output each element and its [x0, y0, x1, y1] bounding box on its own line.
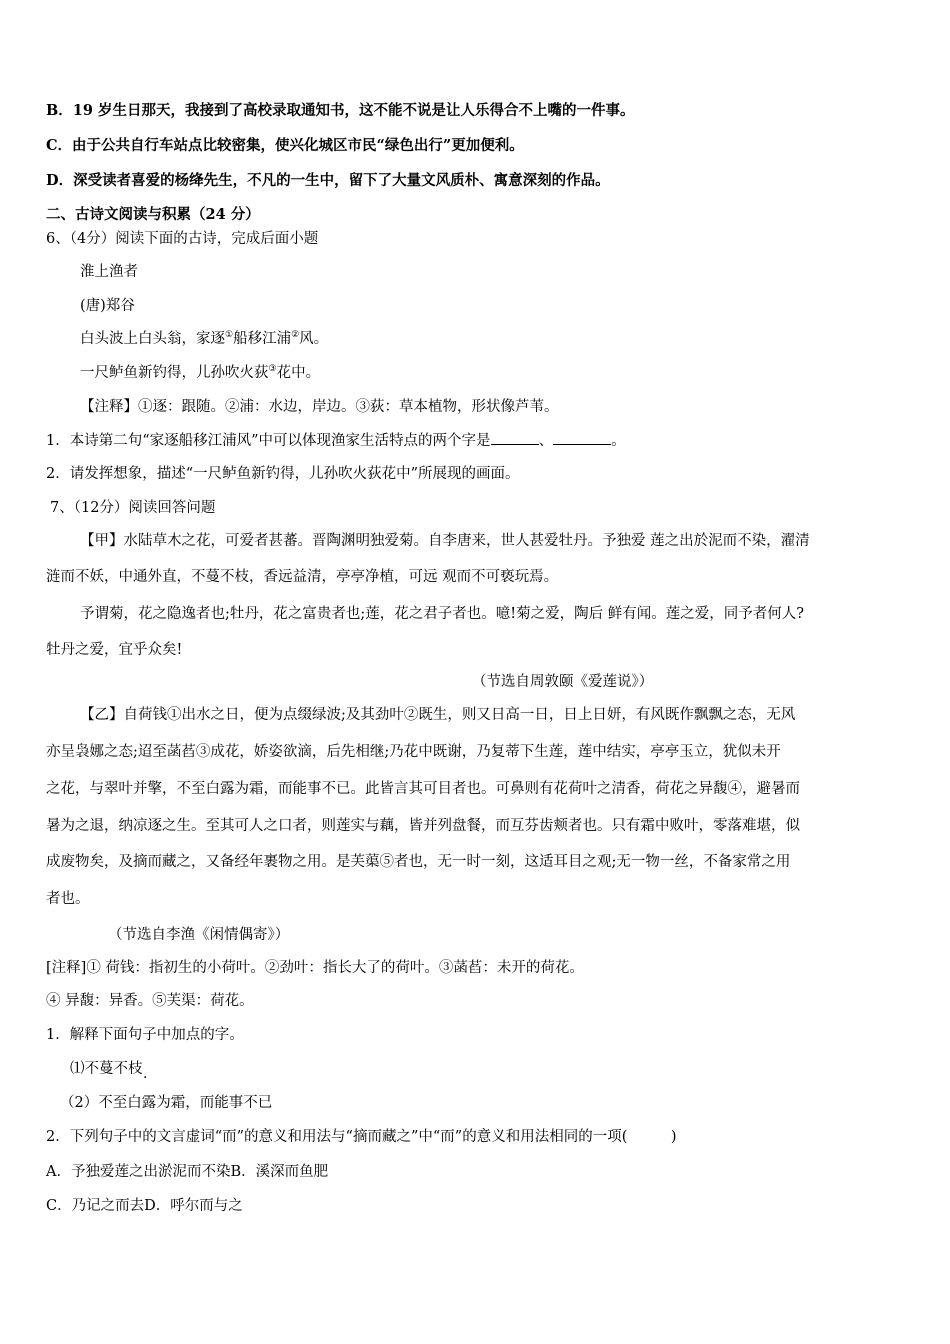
options-c-d: C．乃记之而去D．呼尔而与之	[46, 1198, 243, 1214]
yi-line-1: 【乙】自荷钱①出水之日，便为点缀绿波;及其劲叶②既生，则又日高一日，日上日妍，有风既作飘飘之态，无风	[80, 707, 796, 723]
option-b: B．19 岁生日那天，我接到了高校录取通知书，这不能不说是让人乐得合不上嘴的一件事。	[46, 102, 635, 119]
poem-title: 淮上渔者	[80, 264, 138, 280]
poem-line-1-text-a: 白头波上白头翁，家逐	[80, 331, 225, 347]
poem-line-2-text-a: 一尺鲈鱼新钓得，儿孙吹火荻	[80, 365, 269, 381]
jia-paragraph-2-line-2: 牡丹之爱，宜乎众矣!	[46, 642, 183, 658]
blank-separator: 、	[538, 433, 554, 449]
item-1-text: ⑴不蔓不	[70, 1061, 128, 1077]
yi-line-3: 之花，与翠叶并擎，不至白露为霜，而能事不已。此皆言其可目者也。可鼻则有花荷叶之清香，荷花之异馥④，避暑而	[46, 781, 800, 797]
jia-paragraph-1-line-2: 涟而不妖，中通外直，不蔓不枝，香远益清，亭亭净植，可远 观而不可亵玩焉。	[46, 569, 559, 585]
poem-line-2-text-b: 花中。	[276, 365, 321, 381]
jia-paragraph-2-line-1: 予谓菊，花之隐逸者也;牡丹，花之富贵者也;莲，花之君子者也。噫!菊之爱，陶后 鲜有闻。莲之爱，同予者何人?	[80, 606, 804, 622]
jia-paragraph-1-line-1: 【甲】水陆草木之花，可爱者甚蕃。晋陶渊明独爱菊。自李唐来，世人甚爱牡丹。予独爱 莲之出於泥而不染，濯清	[80, 533, 810, 549]
poem-note: 【注释】①逐：跟随。②浦：水边，岸边。③荻：草本植物，形状像芦苇。	[80, 399, 559, 415]
footnote-marker-3: ③	[268, 364, 277, 375]
poem-line-1-text-b: 船移江浦	[233, 331, 292, 347]
yi-line-4: 暑为之退，纳凉逐之生。至其可人之口者，则莲实与藕，皆并列盘餐，而互芬齿颊者也。只有霜中败叶，零落难堪，似	[46, 818, 800, 834]
section-heading: 二、古诗文阅读与积累（24 分）	[46, 206, 260, 223]
yi-line-6: 者也。	[46, 891, 90, 907]
jia-source: （节选自周敦颐《爱莲说》）	[472, 674, 654, 690]
poem-line-2	[80, 363, 320, 383]
question-7-sub-1-item-2: （2）不至白露为霜，而能事不已	[60, 1095, 273, 1111]
annotation-line-1: [注释]① 荷钱：指初生的小荷叶。②劲叶：指长大了的荷叶。③菡萏：未开的荷花。	[46, 960, 584, 976]
dotted-character: 枝 .	[128, 1061, 143, 1077]
poem-line-1	[80, 329, 328, 349]
question-6-stem: 6、（4分）阅读下面的古诗，完成后面小题	[46, 231, 319, 247]
sub-1-end: 。	[611, 433, 626, 449]
question-7-stem: 7、（12分）阅读回答问题	[50, 500, 216, 516]
poem-line-1-text-c: 风。	[299, 331, 329, 347]
footnote-marker-1: ①	[225, 330, 234, 341]
question-6-sub-2: 2．请发挥想象，描述“一尺鲈鱼新钓得，儿孙吹火荻花中”所展现的画面。	[46, 466, 520, 482]
annotation-line-2: ④ 异馥：异香。⑤芙渠：荷花。	[46, 993, 254, 1009]
options-a-b: A．予独爱莲之出淤泥而不染B．溪深而鱼肥	[46, 1164, 329, 1180]
answer-blank-1[interactable]	[491, 430, 539, 445]
option-d: D．深受读者喜爱的杨绛先生，不凡的一生中，留下了大量文风质朴、寓意深刻的作品。	[46, 172, 610, 189]
yi-line-5: 成废物矣，及摘而藏之，又备经年裹物之用。是芙蕖⑤者也，无一时一刻，这适耳目之观;无一物一丝，不备家常之用	[46, 854, 791, 870]
option-c: C．由于公共自行车站点比较密集，使兴化城区市民“绿色出行”更加便利。	[46, 137, 524, 154]
poem-author: (唐)郑谷	[80, 298, 135, 314]
footnote-marker-2: ②	[291, 330, 300, 341]
yi-line-2: 亦呈袅娜之态;迢至菡萏③成花，娇姿欲滴，后先相继;乃花中既谢，乃复蒂下生莲，莲中结实，亭亭玉立，犹似未开	[46, 744, 781, 760]
answer-blank-2[interactable]	[553, 430, 611, 445]
question-7-sub-2: 2．下列句子中的文言虚词“而”的意义和用法与“摘而藏之”中“而”的意义和用法相同的一项( )	[46, 1129, 677, 1145]
question-6-sub-1	[46, 430, 626, 451]
question-7-sub-1: 1．解释下面句子中加点的字。	[46, 1027, 244, 1043]
question-6-sub-1-text: 1．本诗第二句“家逐船移江浦风”中可以体现渔家生活特点的两个字是	[46, 433, 491, 449]
yi-source: （节选自李渔《闲情偶寄》）	[108, 927, 290, 943]
question-7-sub-1-item-1	[70, 1059, 143, 1079]
